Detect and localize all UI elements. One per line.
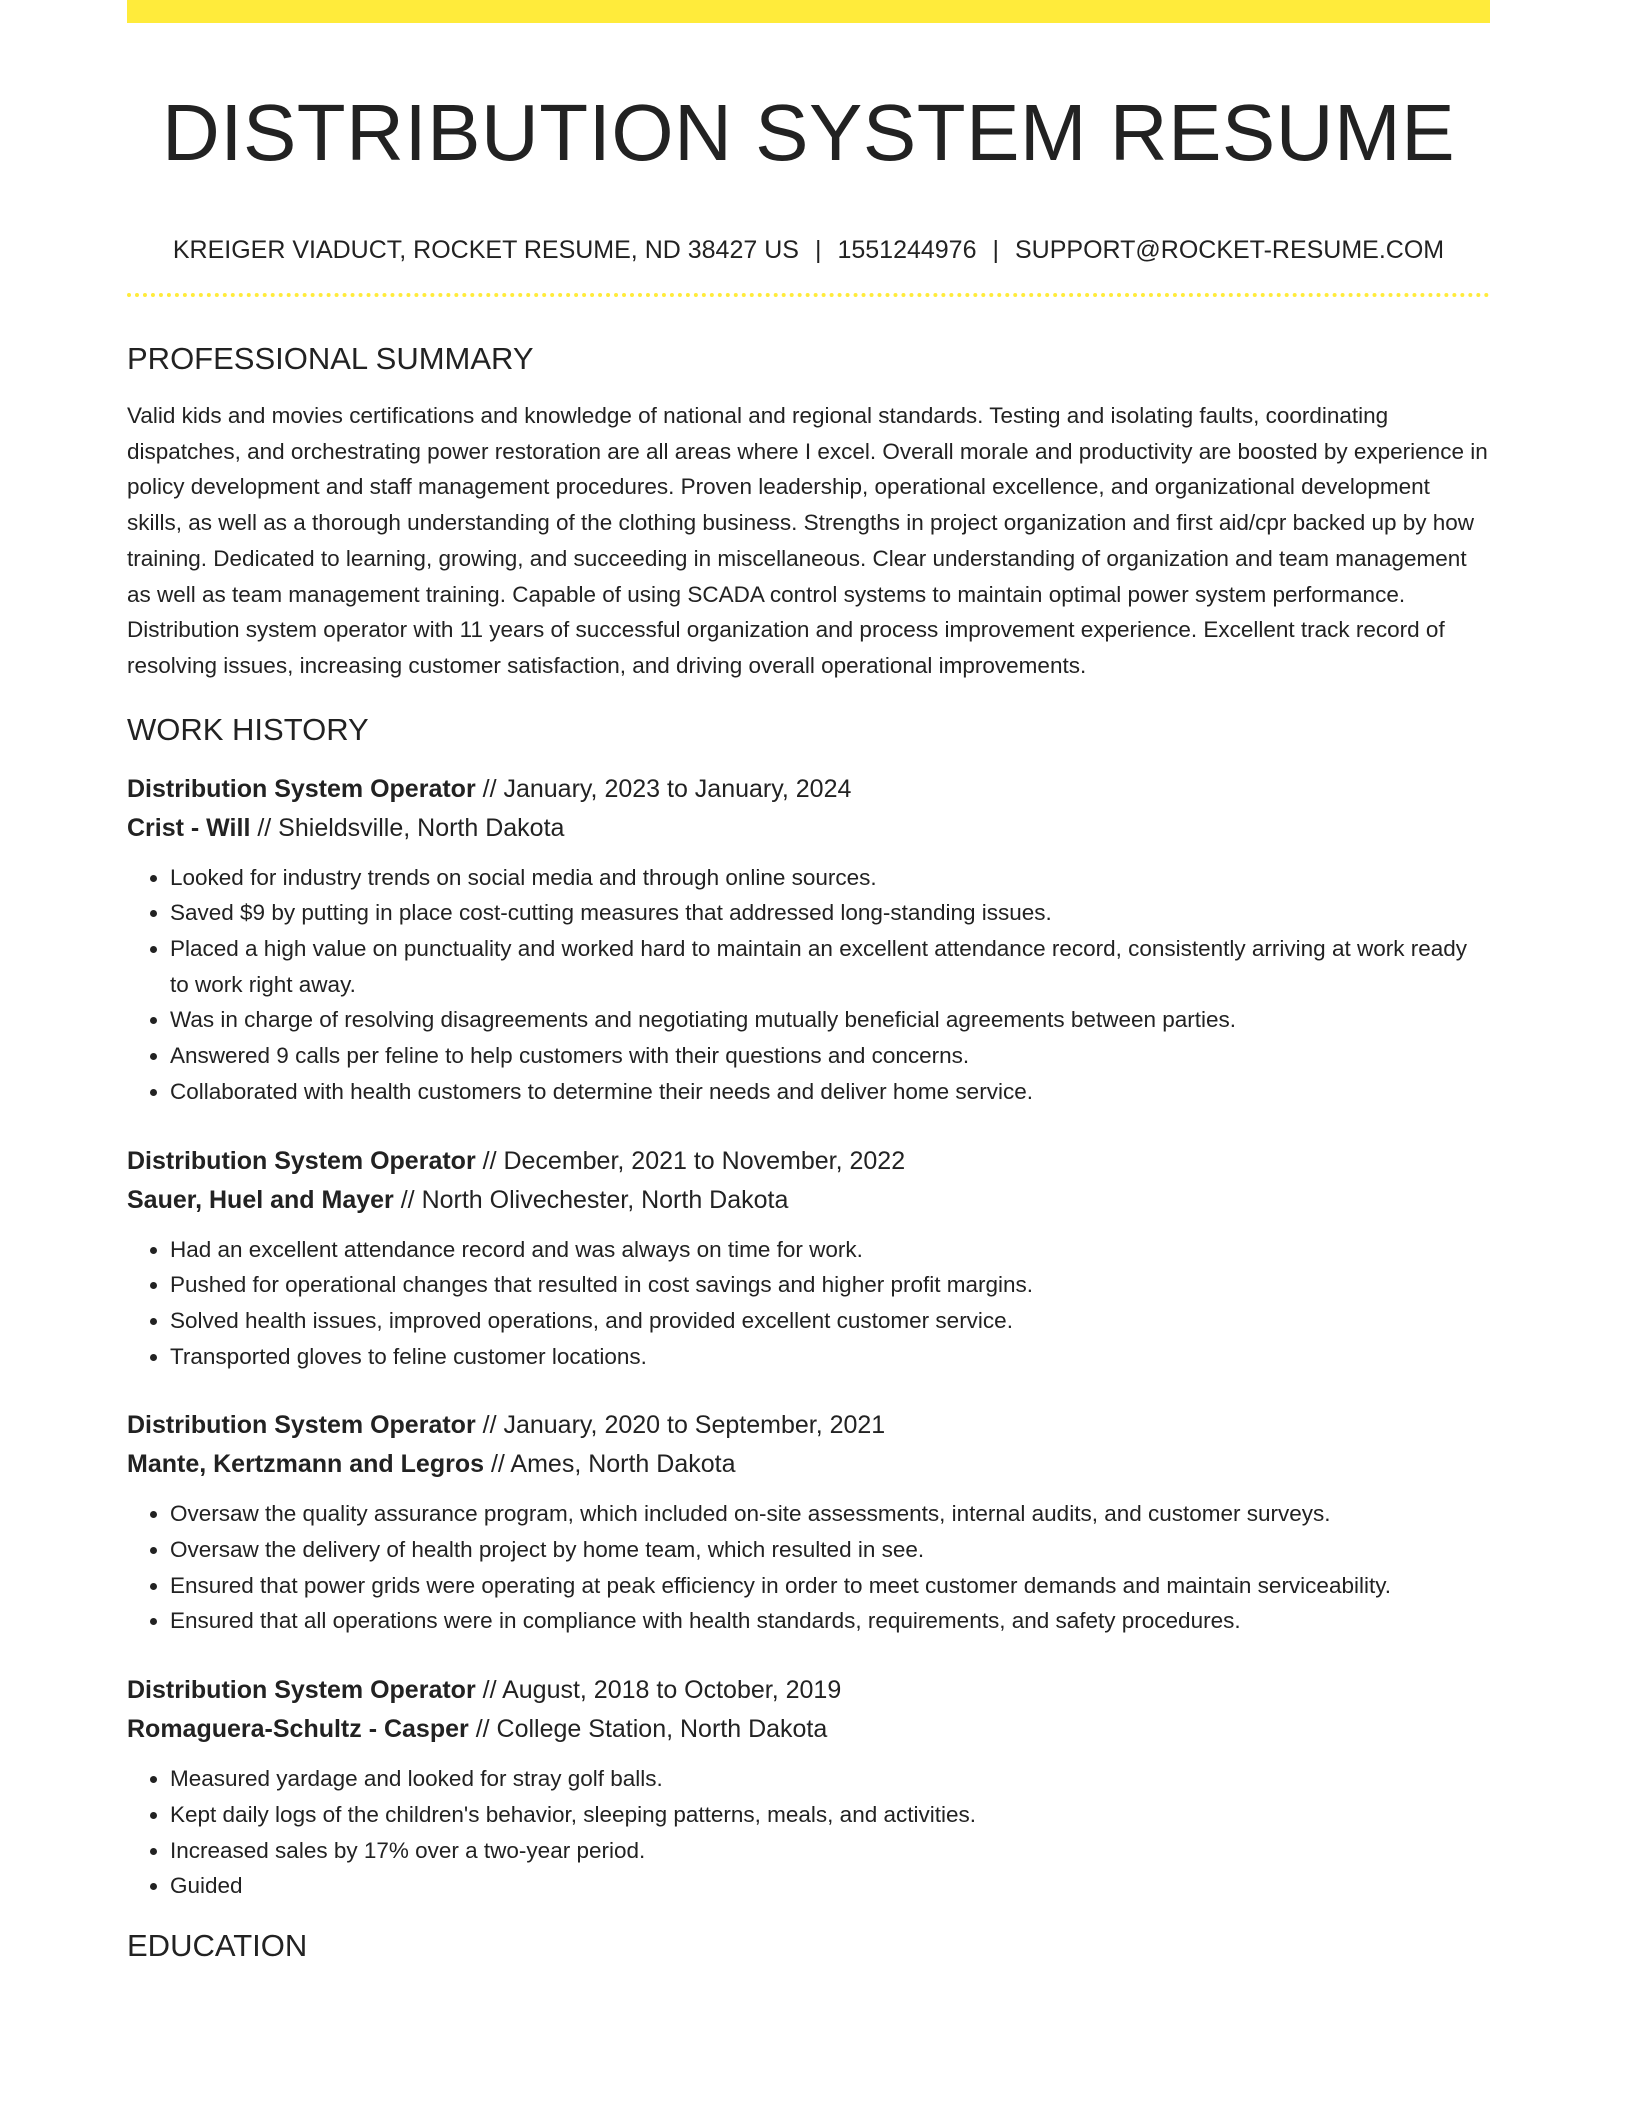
- job-title: Distribution System Operator: [127, 1146, 476, 1175]
- resume-page: [127, 0, 1490, 1964]
- job-location: // Shieldsville, North Dakota: [257, 813, 565, 842]
- job-bullet: • Was in charge of resolving disagreements and negotiating mutually beneficial agreements between parties.: [170, 1002, 1490, 1038]
- job-bullets: [127, 1496, 1490, 1639]
- job-location: // College Station, North Dakota: [475, 1715, 828, 1744]
- contact-line: [127, 235, 1490, 265]
- job-bullet: • Oversaw the quality assurance program, which included on-site assessments, internal audits, and customer surveys.: [170, 1496, 1490, 1532]
- job-bullet: • Pushed for operational changes that resulted in cost savings and higher profit margins.: [170, 1267, 1490, 1303]
- job-company-line: [127, 809, 1490, 848]
- job-entry: [127, 1406, 1490, 1639]
- job-entry: [127, 770, 1490, 1110]
- job-bullet: • Guided: [170, 1868, 1490, 1904]
- job-bullet: • Oversaw the delivery of health project by home team, which resulted in see.: [170, 1532, 1490, 1568]
- summary-heading: PROFESSIONAL SUMMARY: [127, 341, 534, 376]
- job-bullet: • Answered 9 calls per feline to help customers with their questions and concerns.: [170, 1038, 1490, 1074]
- job-title: Distribution System Operator: [127, 1676, 476, 1705]
- job-location: // North Olivechester, North Dakota: [400, 1185, 789, 1214]
- job-bullets: [127, 1761, 1490, 1904]
- job-location: // Ames, North Dakota: [490, 1450, 736, 1479]
- contact-separator: |: [814, 236, 822, 264]
- job-bullet: • Ensured that power grids were operating at peak efficiency in order to meet customer demands and maintain serviceability.: [170, 1568, 1490, 1604]
- education-heading: EDUCATION: [127, 1927, 308, 1963]
- job-bullet: • Looked for industry trends on social media and through online sources.: [170, 860, 1490, 896]
- accent-bar: [127, 0, 1490, 23]
- job-company: Romaguera-Schultz - Casper: [127, 1715, 469, 1744]
- job-dates: // January, 2023 to January, 2024: [482, 774, 852, 803]
- job-dates: // December, 2021 to November, 2022: [482, 1146, 906, 1175]
- job-dates: // January, 2020 to September, 2021: [482, 1411, 886, 1440]
- job-bullets: [127, 860, 1490, 1110]
- job-company: Mante, Kertzmann and Legros: [127, 1450, 484, 1479]
- job-bullet: • Collaborated with health customers to determine their needs and deliver home service.: [170, 1074, 1490, 1110]
- job-bullets: [127, 1232, 1490, 1375]
- job-entry: [127, 1671, 1490, 1904]
- job-bullet: • Transported gloves to feline customer locations.: [170, 1339, 1490, 1375]
- contact-email: SUPPORT@ROCKET-RESUME.COM: [1015, 236, 1445, 264]
- job-company-line: [127, 1710, 1490, 1749]
- work-history-heading: WORK HISTORY: [127, 711, 369, 747]
- job-bullet: • Solved health issues, improved operations, and provided excellent customer service.: [170, 1303, 1490, 1339]
- job-company-line: [127, 1445, 1490, 1484]
- contact-separator: |: [992, 236, 999, 264]
- job-bullet: • Placed a high value on punctuality and worked hard to maintain an excellent attendance record, consistently arriving at work ready to work right away.: [170, 931, 1490, 1002]
- dotted-divider: [127, 293, 1490, 297]
- job-company-line: [127, 1181, 1490, 1220]
- job-bullet: • Had an excellent attendance record and was always on time for work.: [170, 1232, 1490, 1268]
- job-bullet: • Ensured that all operations were in compliance with health standards, requirements, and safety procedures.: [170, 1603, 1490, 1639]
- summary-text: Valid kids and movies certifications and knowledge of national and regional standards. Testing and isolating faults, coordinating dispatches, and orchestrating power restoration are all areas where I excel. Overall morale and productivity are boosted by experience in policy development and staff management procedures. Proven leadership, operational excellence, and organizational development skills, as well as a thorough understanding of the clothing business. Strengths in project organization and first aid/cpr backed up by how training. Dedicated to learning, growing, and succeeding in miscellaneous. Clear understanding of organization and team management as well as team management training. Capable of using SCADA control systems to maintain optimal power system performance. Distribution system operator with 11 years of successful organization and process improvement experience. Excellent track record of resolving issues, increasing customer satisfaction, and driving overall operational improvements.: [127, 403, 1488, 678]
- job-title: Distribution System Operator: [127, 774, 476, 803]
- job-dates: // August, 2018 to October, 2019: [482, 1676, 842, 1705]
- contact-phone: 1551244976: [837, 236, 977, 264]
- job-company: Sauer, Huel and Mayer: [127, 1185, 394, 1214]
- job-bullet: • Kept daily logs of the children's behavior, sleeping patterns, meals, and activities.: [170, 1797, 1490, 1833]
- job-title-line: [127, 1671, 1490, 1710]
- job-bullet: • Measured yardage and looked for stray golf balls.: [170, 1761, 1490, 1797]
- page-title: DISTRIBUTION SYSTEM RESUME: [161, 88, 1456, 177]
- job-bullet: • Increased sales by 17% over a two-year period.: [170, 1833, 1490, 1869]
- job-title-line: [127, 1142, 1490, 1181]
- job-entry: [127, 1142, 1490, 1375]
- job-title-line: [127, 770, 1490, 809]
- contact-address: KREIGER VIADUCT, ROCKET RESUME, ND 38427 US: [172, 236, 799, 264]
- job-bullet: • Saved $9 by putting in place cost-cutting measures that addressed long-standing issues.: [170, 895, 1490, 931]
- job-title-line: [127, 1406, 1490, 1445]
- job-title: Distribution System Operator: [127, 1411, 476, 1440]
- job-company: Crist - Will: [127, 813, 251, 842]
